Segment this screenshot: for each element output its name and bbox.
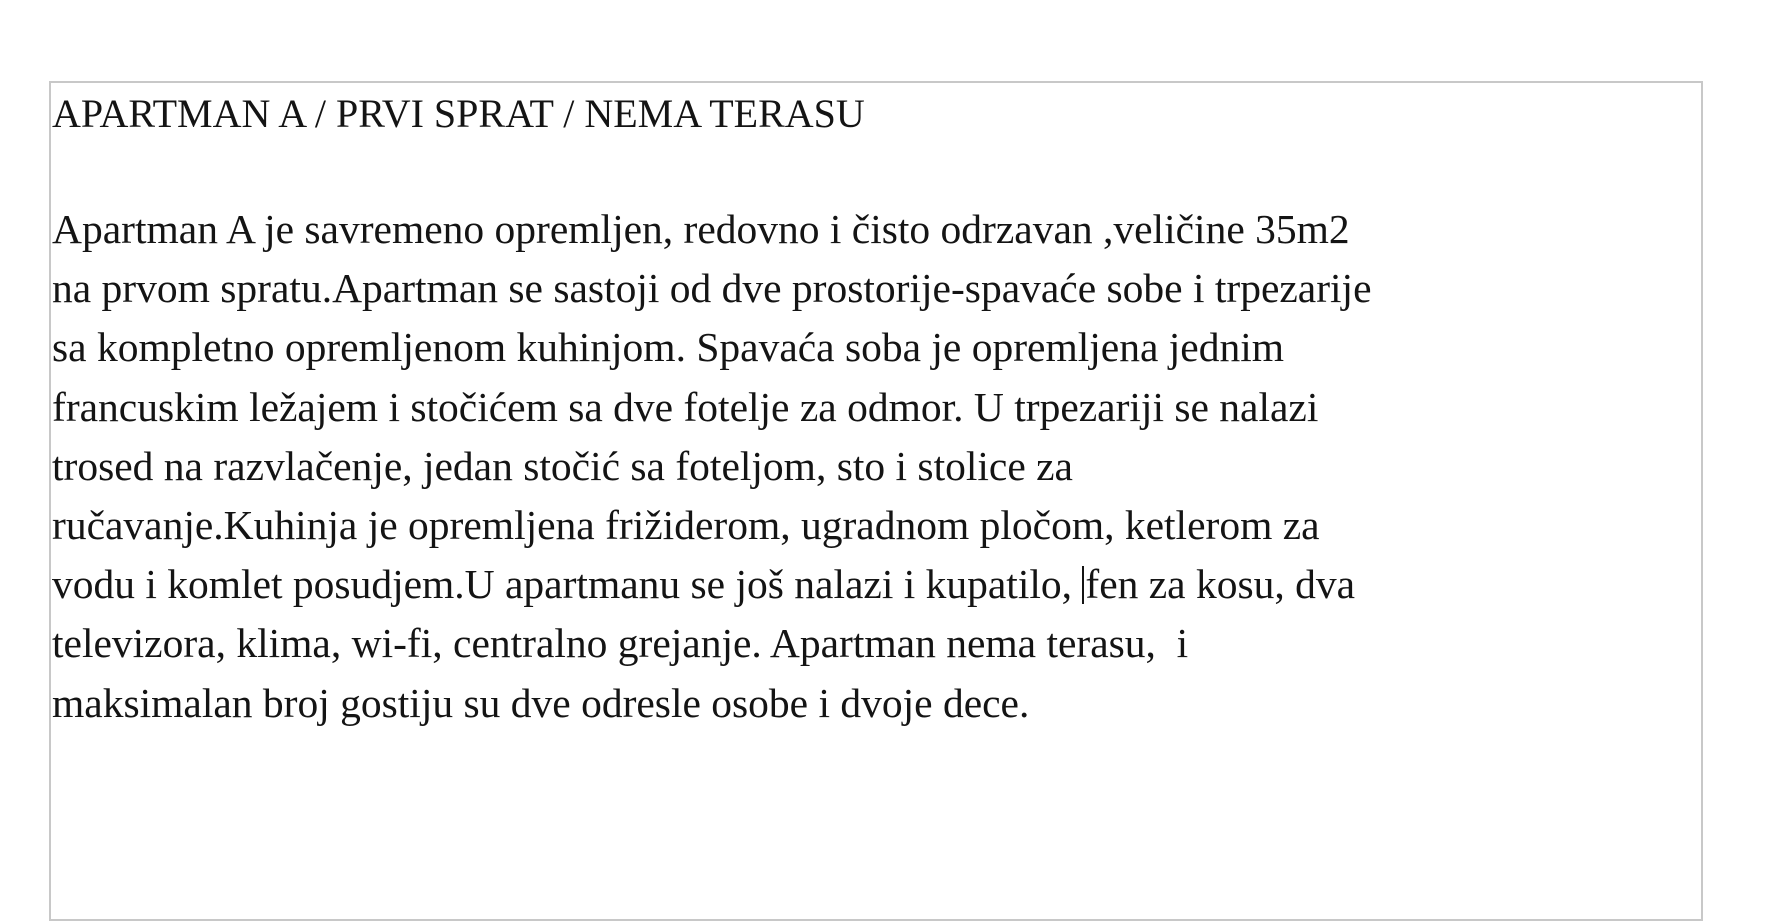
document-content[interactable] bbox=[52, 89, 1701, 733]
document-heading: APARTMAN A / PRVI SPRAT / NEMA TERASU bbox=[52, 91, 865, 136]
paragraph-line-5: trosed na razvlačenje, jedan stočić sa foteljom, sto i stolice za bbox=[52, 442, 1073, 489]
paragraph-line-3: sa kompletno opremljenom kuhinjom. Spavaća soba je opremljena jednim bbox=[52, 324, 1285, 371]
paragraph-line-2: na prvom spratu.Apartman se sastoji od dve prostorije-spavaće sobe i trpezarije bbox=[52, 265, 1372, 312]
paragraph-line-7-after-caret: fen za kosu, dva bbox=[1085, 561, 1356, 608]
paragraph-line-1: Apartman A je savremeno opremljen, redovno i čisto odrzavan ,veličine 35m2 bbox=[52, 206, 1350, 252]
text-editor-area[interactable] bbox=[49, 81, 1703, 921]
paragraph-line-7-before-caret: vodu i komlet posudjem.U apartmanu se još nalazi i kupatilo, bbox=[52, 561, 1083, 608]
paragraph-line-8: televizora, klima, wi-fi, centralno grejanje. Apartman nema terasu, i bbox=[52, 620, 1189, 667]
paragraph-line-4: francuskim ležajem i stočićem sa dve fotelje za odmor. U trpezariji se nalazi bbox=[52, 383, 1319, 430]
paragraph-line-7 bbox=[52, 555, 1701, 614]
document-paragraph[interactable] bbox=[52, 139, 1701, 733]
paragraph-line-9: maksimalan broj gostiju su dve odresle osobe i dvoje dece. bbox=[52, 679, 1030, 726]
paragraph-line-6: ručavanje.Kuhinja je opremljena frižiderom, ugradnom pločom, ketlerom za bbox=[52, 502, 1320, 549]
